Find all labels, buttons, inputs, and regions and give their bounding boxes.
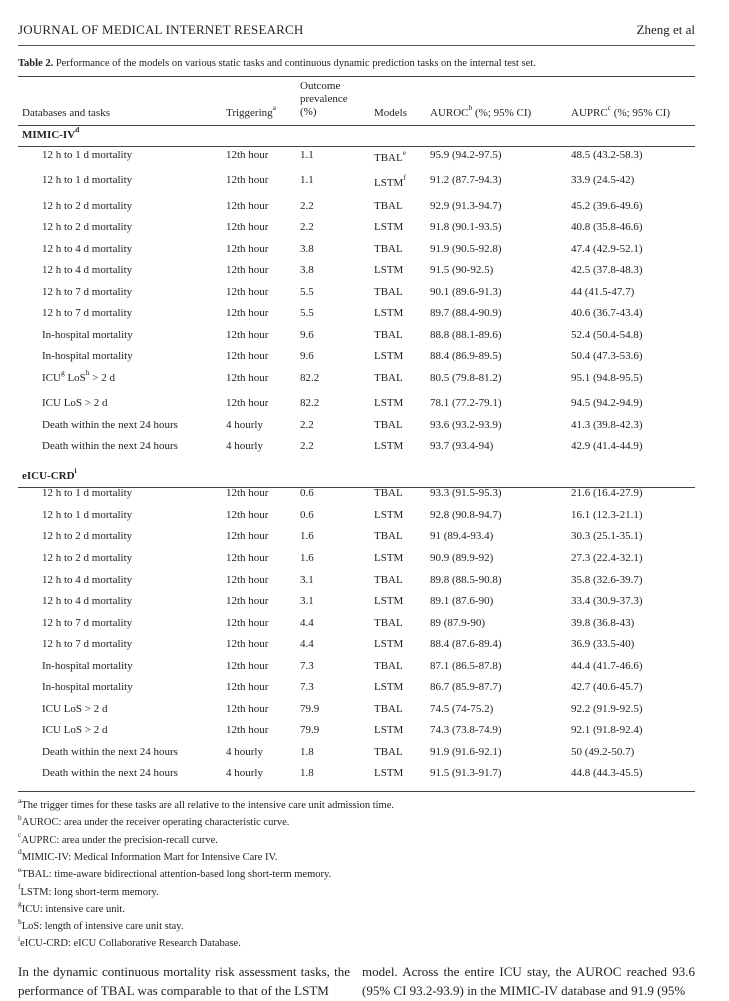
cell-auprc: 36.9 (33.5-40) xyxy=(571,638,635,650)
footnote xyxy=(18,847,278,863)
cell-auroc: 89.7 (88.4-90.9) xyxy=(430,307,502,319)
cell-prevalence: 9.6 xyxy=(300,350,314,362)
cell-prevalence: 1.1 xyxy=(300,149,314,161)
cell-model: LSTM xyxy=(374,509,404,521)
cell-task: In-hospital mortality xyxy=(42,681,133,693)
cell-trigger: 12th hour xyxy=(226,703,269,715)
footnote-text: ICU: intensive care unit. xyxy=(21,903,125,915)
cell-auroc: 88.4 (86.9-89.5) xyxy=(430,350,502,362)
table-row xyxy=(0,552,729,572)
cell-task: ICU LoS > 2 d xyxy=(42,724,108,736)
cell-auprc: 33.9 (24.5-42) xyxy=(571,174,635,186)
table-row xyxy=(0,200,729,220)
table-row xyxy=(0,574,729,594)
cell-trigger: 12th hour xyxy=(226,221,269,233)
table-row xyxy=(0,638,729,658)
cell-task: 12 h to 4 d mortality xyxy=(42,243,133,255)
footnote xyxy=(18,812,290,829)
footnote-mark: b xyxy=(18,812,22,822)
footnote-mark: g xyxy=(60,368,65,378)
table-row xyxy=(0,440,729,460)
cell-auroc: 74.5 (74-75.2) xyxy=(430,703,494,715)
cell-task: 12 h to 4 d mortality xyxy=(42,574,133,586)
cell-prevalence: 2.2 xyxy=(300,419,314,431)
cell-prevalence: 1.6 xyxy=(300,552,314,564)
footnote-mark: e xyxy=(18,864,22,874)
section-name: MIMIC-IV xyxy=(22,129,76,141)
footnote xyxy=(18,882,159,898)
cell-model: LSTM xyxy=(374,264,404,276)
cell-task: 12 h to 2 d mortality xyxy=(42,530,133,542)
cell-auroc: 91.5 (91.3-91.7) xyxy=(430,767,502,779)
section-title-eicu xyxy=(22,466,77,482)
cell-auroc: 89.1 (87.6-90) xyxy=(430,595,494,607)
table-bottom-rule xyxy=(18,791,695,792)
footnote-mark: c xyxy=(18,830,22,840)
cell-auprc: 50.4 (47.3-53.6) xyxy=(571,350,643,362)
cell-task: ICU LoS > 2 d xyxy=(42,703,108,715)
col-header-prevalence-line: prevalence xyxy=(300,93,348,105)
footnote xyxy=(18,933,241,950)
footnote-mark: d xyxy=(75,125,80,135)
cell-auprc: 47.4 (42.9-52.1) xyxy=(571,243,643,255)
table-row xyxy=(0,487,729,507)
cell-model: LSTM xyxy=(374,350,404,362)
cell-trigger: 12th hour xyxy=(226,149,269,161)
cell-model: LSTM xyxy=(374,724,404,736)
cell-auroc: 91.2 (87.7-94.3) xyxy=(430,174,502,186)
cell-trigger: 4 hourly xyxy=(226,746,263,758)
cell-auprc: 27.3 (22.4-32.1) xyxy=(571,552,643,564)
cell-auprc: 40.8 (35.8-46.6) xyxy=(571,221,643,233)
cell-auprc: 92.1 (91.8-92.4) xyxy=(571,724,643,736)
footnote-mark: i xyxy=(18,933,21,943)
cell-prevalence: 7.3 xyxy=(300,660,314,672)
cell-model: LSTM xyxy=(374,221,404,233)
cell-trigger: 12th hour xyxy=(226,681,269,693)
footnote xyxy=(18,916,184,933)
table-row xyxy=(0,264,729,284)
cell-model: LSTM xyxy=(374,440,404,452)
running-header xyxy=(18,22,695,42)
cell-model: TBAL xyxy=(374,660,403,672)
cell-model: TBAL xyxy=(374,286,403,298)
cell-prevalence: 4.4 xyxy=(300,638,314,650)
cell-auroc: 93.7 (93.4-94) xyxy=(430,440,494,452)
cell-trigger: 4 hourly xyxy=(226,440,263,452)
cell-trigger: 12th hour xyxy=(226,530,269,542)
table-row xyxy=(0,307,729,327)
cell-auprc: 42.7 (40.6-45.7) xyxy=(571,681,643,693)
cell-task: 12 h to 4 d mortality xyxy=(42,264,133,276)
cell-prevalence: 5.5 xyxy=(300,307,314,319)
table-caption-text: Performance of the models on various static tasks and continuous dynamic prediction tasks on the internal test set. xyxy=(55,58,536,69)
cell-auroc: 80.5 (79.8-81.2) xyxy=(430,372,502,384)
table-row xyxy=(0,368,729,392)
table-row xyxy=(0,174,729,194)
table-caption xyxy=(18,58,536,69)
cell-trigger: 12th hour xyxy=(226,286,269,298)
table-row xyxy=(0,724,729,744)
footnote-text: LoS: length of intensive care unit stay. xyxy=(21,921,184,933)
cell-trigger: 4 hourly xyxy=(226,419,263,431)
cell-task: 12 h to 1 d mortality xyxy=(42,174,133,186)
cell-auprc: 35.8 (32.6-39.7) xyxy=(571,574,643,586)
cell-auroc: 91.9 (91.6-92.1) xyxy=(430,746,502,758)
cell-task: 12 h to 2 d mortality xyxy=(42,552,133,564)
footnote-text: AUPRC: area under the precision-recall curve. xyxy=(21,834,218,846)
cell-trigger: 12th hour xyxy=(226,200,269,212)
cell-prevalence: 79.9 xyxy=(300,724,320,736)
cell-auprc: 92.2 (91.9-92.5) xyxy=(571,703,643,715)
footnote-text: The trigger times for these tasks are all relative to the intensive care unit admission time. xyxy=(21,800,394,811)
cell-task: 12 h to 1 d mortality xyxy=(42,487,133,499)
footnote-text: MIMIC-IV: Medical Information Mart for Intensive Care IV. xyxy=(21,851,278,863)
cell-trigger: 12th hour xyxy=(226,372,269,384)
cell-task: 12 h to 7 d mortality xyxy=(42,286,133,298)
col-header-auprc xyxy=(571,103,670,120)
table-row xyxy=(0,350,729,370)
table-row xyxy=(0,221,729,241)
body-text-left-column: In the dynamic continuous mortality risk assessment tasks, the performance of TBAL was comparable to that of the LSTM xyxy=(18,964,350,998)
table-top-rule xyxy=(18,76,695,77)
cell-task-text: > 2 d xyxy=(89,372,116,384)
footnote-mark: a xyxy=(18,795,22,805)
cell-model: TBAL xyxy=(374,419,403,431)
cell-auroc: 88.8 (88.1-89.6) xyxy=(430,329,502,341)
cell-trigger: 4 hourly xyxy=(226,767,263,779)
cell-prevalence: 3.8 xyxy=(300,243,314,255)
footnote-mark: e xyxy=(402,148,407,158)
cell-model: TBAL xyxy=(374,200,403,212)
footnote-mark: d xyxy=(18,847,22,857)
cell-trigger: 12th hour xyxy=(226,307,269,319)
col-header-auroc xyxy=(430,103,532,120)
section-title-mimic xyxy=(22,125,80,141)
cell-model: LSTM xyxy=(374,552,404,564)
footnote-mark: c xyxy=(607,103,612,113)
cell-trigger: 12th hour xyxy=(226,617,269,629)
cell-prevalence: 79.9 xyxy=(300,703,320,715)
cell-auroc: 78.1 (77.2-79.1) xyxy=(430,397,502,409)
cell-task: 12 h to 2 d mortality xyxy=(42,200,133,212)
cell-auroc: 90.9 (89.9-92) xyxy=(430,552,494,564)
cell-task: In-hospital mortality xyxy=(42,350,133,362)
cell-task-text: LoS xyxy=(64,372,86,384)
cell-auroc: 89 (87.9-90) xyxy=(430,617,485,629)
cell-prevalence: 9.6 xyxy=(300,329,314,341)
cell-prevalence: 3.8 xyxy=(300,264,314,276)
cell-auprc: 50 (49.2-50.7) xyxy=(571,746,635,758)
table-row xyxy=(0,767,729,787)
cell-auprc: 42.9 (41.4-44.9) xyxy=(571,440,643,452)
cell-model: LSTM xyxy=(374,638,404,650)
cell-prevalence: 2.2 xyxy=(300,200,314,212)
cell-auroc: 93.6 (93.2-93.9) xyxy=(430,419,502,431)
cell-model: TBAL xyxy=(374,487,403,499)
cell-task xyxy=(42,368,116,384)
cell-model-text: TBAL xyxy=(374,152,403,164)
col-header-auroc-text: AUROC xyxy=(430,107,469,119)
cell-auroc: 74.3 (73.8-74.9) xyxy=(430,724,502,736)
cell-trigger: 12th hour xyxy=(226,264,269,276)
cell-auroc: 90.1 (89.6-91.3) xyxy=(430,286,502,298)
cell-trigger: 12th hour xyxy=(226,509,269,521)
col-header-models: Models xyxy=(374,107,407,119)
table-row xyxy=(0,329,729,349)
cell-model: LSTM xyxy=(374,397,404,409)
cell-model: TBAL xyxy=(374,617,403,629)
table-row xyxy=(0,746,729,766)
cell-auprc: 16.1 (12.3-21.1) xyxy=(571,509,643,521)
cell-auprc: 44.8 (44.3-45.5) xyxy=(571,767,643,779)
table-label: Table 2. xyxy=(18,58,54,69)
footnote-text: TBAL: time-aware bidirectional attention-based long short-term memory. xyxy=(21,869,332,881)
footnote-mark: a xyxy=(272,103,276,113)
cell-trigger: 12th hour xyxy=(226,574,269,586)
cell-trigger: 12th hour xyxy=(226,552,269,564)
table-row xyxy=(0,681,729,701)
cell-auroc: 92.8 (90.8-94.7) xyxy=(430,509,502,521)
col-header-trigger xyxy=(226,103,276,120)
cell-trigger: 12th hour xyxy=(226,243,269,255)
cell-auprc: 21.6 (16.4-27.9) xyxy=(571,487,643,499)
cell-task: 12 h to 7 d mortality xyxy=(42,638,133,650)
cell-auroc: 91.5 (90-92.5) xyxy=(430,264,494,276)
cell-auroc: 95.9 (94.2-97.5) xyxy=(430,149,502,161)
col-header-auroc-tail: (%; 95% CI) xyxy=(472,107,532,119)
cell-model xyxy=(374,173,406,189)
section-rule xyxy=(18,146,695,147)
col-header-auprc-tail: (%; 95% CI) xyxy=(611,107,670,119)
cell-auprc: 94.5 (94.2-94.9) xyxy=(571,397,643,409)
journal-name: JOURNAL OF MEDICAL INTERNET RESEARCH xyxy=(18,22,304,37)
table-row xyxy=(0,243,729,263)
cell-task: 12 h to 1 d mortality xyxy=(42,149,133,161)
footnote xyxy=(18,795,394,811)
cell-auprc: 52.4 (50.4-54.8) xyxy=(571,329,643,341)
table-row xyxy=(0,703,729,723)
cell-trigger: 12th hour xyxy=(226,174,269,186)
cell-task: ICU LoS > 2 d xyxy=(42,397,108,409)
cell-model: LSTM xyxy=(374,767,404,779)
cell-prevalence: 0.6 xyxy=(300,509,314,521)
cell-auprc: 44 (41.5-47.7) xyxy=(571,286,635,298)
cell-task: Death within the next 24 hours xyxy=(42,746,178,758)
cell-task: 12 h to 2 d mortality xyxy=(42,221,133,233)
cell-task: Death within the next 24 hours xyxy=(42,419,178,431)
cell-prevalence: 0.6 xyxy=(300,487,314,499)
table-header-rule xyxy=(18,125,695,126)
cell-trigger: 12th hour xyxy=(226,724,269,736)
author-name: Zheng et al xyxy=(636,22,695,37)
footnote-mark: f xyxy=(18,882,21,891)
footnote-text: LSTM: long short-term memory. xyxy=(20,886,159,898)
cell-trigger: 12th hour xyxy=(226,329,269,341)
cell-trigger: 12th hour xyxy=(226,397,269,409)
footnote-text: eICU-CRD: eICU Collaborative Research Database. xyxy=(20,938,241,950)
cell-model: LSTM xyxy=(374,595,404,607)
cell-task: 12 h to 1 d mortality xyxy=(42,509,133,521)
cell-model: TBAL xyxy=(374,329,403,341)
cell-auroc: 93.3 (91.5-95.3) xyxy=(430,487,502,499)
cell-model: TBAL xyxy=(374,746,403,758)
section-name: eICU-CRD xyxy=(22,470,75,482)
footnote-mark: g xyxy=(18,899,22,909)
footnote xyxy=(18,899,125,915)
cell-task: In-hospital mortality xyxy=(42,329,133,341)
footnote-mark: f xyxy=(403,173,406,183)
cell-model: TBAL xyxy=(374,703,403,715)
cell-task: 12 h to 7 d mortality xyxy=(42,617,133,629)
cell-auroc: 88.4 (87.6-89.4) xyxy=(430,638,502,650)
body-text-right-column: model. Across the entire ICU stay, the AUROC reached 93.6 (95% CI 93.2-93.9) in the MIMIC-IV database and 91.9 (95% xyxy=(362,964,695,998)
cell-model: TBAL xyxy=(374,372,403,384)
header-rule xyxy=(18,45,695,46)
col-header-auprc-text: AUPRC xyxy=(571,107,608,119)
cell-auprc: 40.6 (36.7-43.4) xyxy=(571,307,643,319)
cell-prevalence: 3.1 xyxy=(300,574,314,586)
cell-prevalence: 4.4 xyxy=(300,617,314,629)
table-row xyxy=(0,286,729,306)
cell-prevalence: 1.8 xyxy=(300,746,314,758)
col-header-task: Databases and tasks xyxy=(22,107,110,119)
cell-auroc: 92.9 (91.3-94.7) xyxy=(430,200,502,212)
cell-task: Death within the next 24 hours xyxy=(42,767,178,779)
cell-auroc: 87.1 (86.5-87.8) xyxy=(430,660,502,672)
col-header-prevalence-line: (%) xyxy=(300,106,317,118)
col-header-trigger-text: Triggering xyxy=(226,107,273,119)
cell-model xyxy=(374,148,407,164)
footnote-mark: i xyxy=(74,466,77,476)
cell-auprc: 42.5 (37.8-48.3) xyxy=(571,264,643,276)
cell-task-text: ICU xyxy=(42,372,61,384)
cell-trigger: 12th hour xyxy=(226,660,269,672)
col-header-prevalence-line: Outcome xyxy=(300,80,341,92)
cell-prevalence: 1.6 xyxy=(300,530,314,542)
cell-prevalence: 2.2 xyxy=(300,221,314,233)
cell-auprc: 48.5 (43.2-58.3) xyxy=(571,149,643,161)
cell-model: TBAL xyxy=(374,530,403,542)
cell-task: 12 h to 7 d mortality xyxy=(42,307,133,319)
footnote xyxy=(18,830,218,846)
cell-trigger: 12th hour xyxy=(226,487,269,499)
cell-auroc: 89.8 (88.5-90.8) xyxy=(430,574,502,586)
table-row xyxy=(0,419,729,439)
cell-model-text: LSTM xyxy=(374,177,404,189)
cell-prevalence: 2.2 xyxy=(300,440,314,452)
table-row xyxy=(0,397,729,417)
cell-model: TBAL xyxy=(374,243,403,255)
cell-auroc: 91 (89.4-93.4) xyxy=(430,530,494,542)
cell-auprc: 30.3 (25.1-35.1) xyxy=(571,530,643,542)
cell-auroc: 86.7 (85.9-87.7) xyxy=(430,681,502,693)
table-row xyxy=(0,617,729,637)
cell-auroc: 91.8 (90.1-93.5) xyxy=(430,221,502,233)
cell-prevalence: 3.1 xyxy=(300,595,314,607)
cell-prevalence: 1.1 xyxy=(300,174,314,186)
cell-auprc: 45.2 (39.6-49.6) xyxy=(571,200,643,212)
cell-auprc: 39.8 (36.8-43) xyxy=(571,617,635,629)
cell-task: 12 h to 4 d mortality xyxy=(42,595,133,607)
cell-prevalence: 5.5 xyxy=(300,286,314,298)
cell-trigger: 12th hour xyxy=(226,350,269,362)
cell-task: Death within the next 24 hours xyxy=(42,440,178,452)
cell-model: LSTM xyxy=(374,681,404,693)
col-header-prevalence xyxy=(300,80,348,119)
footnote xyxy=(18,864,332,881)
table-row xyxy=(0,149,729,169)
cell-task: In-hospital mortality xyxy=(42,660,133,672)
table-row xyxy=(0,509,729,529)
cell-auprc: 41.3 (39.8-42.3) xyxy=(571,419,643,431)
cell-prevalence: 82.2 xyxy=(300,397,320,409)
table-row xyxy=(0,660,729,680)
cell-auprc: 33.4 (30.9-37.3) xyxy=(571,595,643,607)
cell-trigger: 12th hour xyxy=(226,638,269,650)
table-row xyxy=(0,595,729,615)
cell-trigger: 12th hour xyxy=(226,595,269,607)
cell-auprc: 44.4 (41.7-46.6) xyxy=(571,660,643,672)
footnote-mark: h xyxy=(18,916,22,926)
cell-model: TBAL xyxy=(374,574,403,586)
table-row xyxy=(0,530,729,550)
cell-auroc: 91.9 (90.5-92.8) xyxy=(430,243,502,255)
cell-prevalence: 1.8 xyxy=(300,767,314,779)
footnote-mark: h xyxy=(85,368,90,378)
cell-prevalence: 82.2 xyxy=(300,372,320,384)
footnote-text: AUROC: area under the receiver operating characteristic curve. xyxy=(21,817,290,829)
cell-prevalence: 7.3 xyxy=(300,681,314,693)
footnote-mark: b xyxy=(468,103,473,113)
cell-auprc: 95.1 (94.8-95.5) xyxy=(571,372,643,384)
cell-model: LSTM xyxy=(374,307,404,319)
